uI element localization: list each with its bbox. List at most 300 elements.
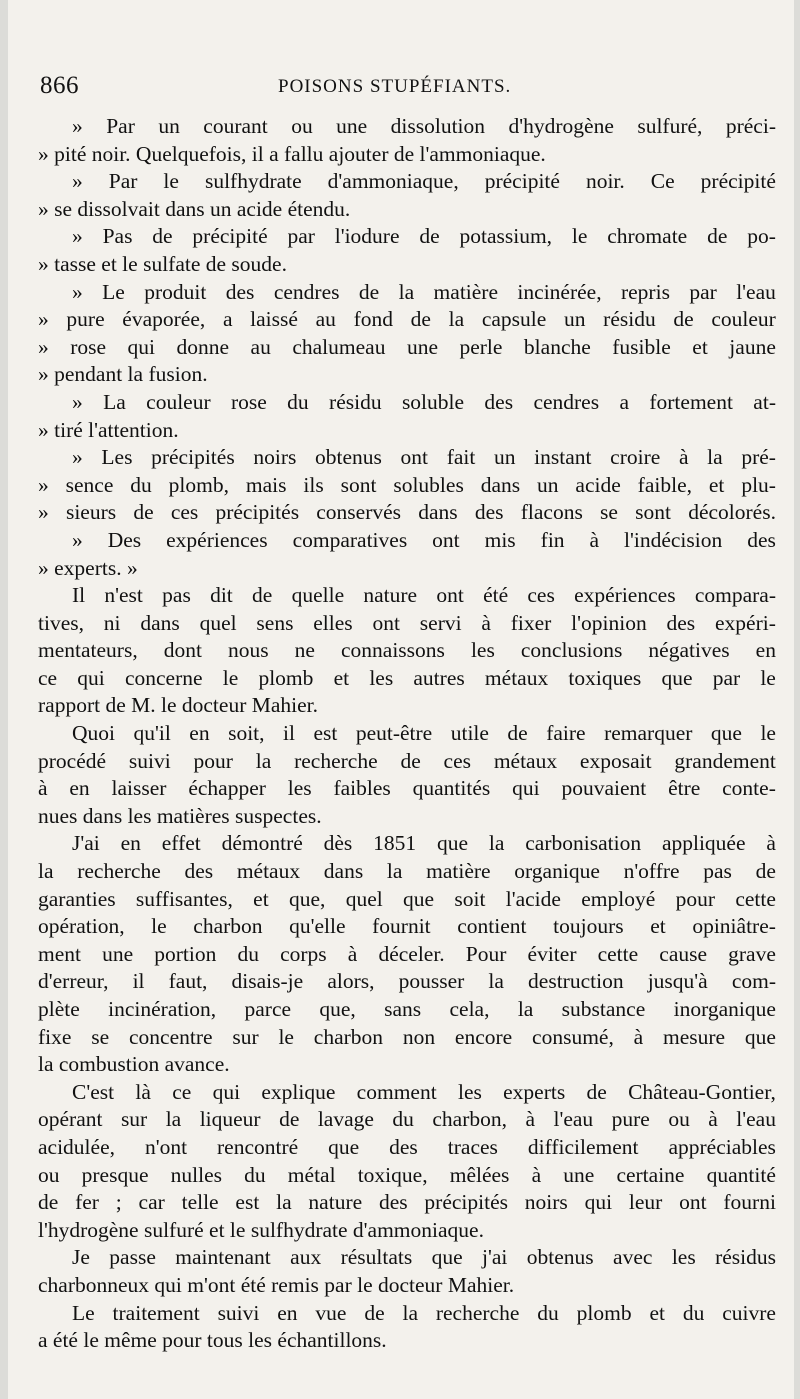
- word: été: [483, 583, 509, 608]
- text-line: [38, 499, 776, 527]
- word: »: [38, 500, 49, 525]
- text-line: » se dissolvait dans un acide étendu.: [38, 196, 351, 221]
- word: au: [250, 334, 271, 359]
- word: de: [152, 224, 173, 249]
- word: l'iodure: [334, 224, 400, 249]
- word: n'ont: [144, 1134, 188, 1159]
- text-line: [38, 582, 776, 610]
- word: conclusions: [520, 638, 623, 663]
- word: et: [650, 914, 666, 939]
- word: un: [563, 307, 586, 332]
- word: produit: [144, 279, 207, 304]
- word: laissé: [250, 307, 298, 332]
- word: ont: [432, 527, 460, 552]
- text-line: [38, 637, 776, 665]
- word: dit: [210, 583, 233, 608]
- word: nature: [308, 1190, 363, 1215]
- word: des: [474, 500, 504, 525]
- word: de: [410, 307, 431, 332]
- text-line: [38, 1134, 776, 1162]
- word: liqueur: [199, 1107, 261, 1132]
- word: conte-: [722, 776, 776, 801]
- word: croire: [610, 445, 661, 470]
- word: la: [276, 1190, 292, 1215]
- word: résidus: [715, 1245, 776, 1270]
- word: nature: [363, 583, 418, 608]
- word: mesure: [663, 1024, 726, 1049]
- word: cela,: [449, 997, 490, 1021]
- word: parce: [244, 997, 292, 1021]
- word: se: [91, 1024, 110, 1049]
- word: peut-être: [355, 721, 433, 746]
- word: fin: [540, 527, 565, 552]
- word: portion: [154, 941, 217, 966]
- text-line: [38, 1106, 776, 1134]
- word: l'eau: [736, 1107, 776, 1132]
- word: l'acide: [505, 886, 561, 911]
- word: ment: [38, 941, 81, 966]
- word: quelle: [291, 583, 345, 608]
- word: rencontré: [217, 1134, 299, 1159]
- word: un: [494, 445, 516, 470]
- word: pas: [703, 859, 732, 884]
- word: instant: [534, 445, 592, 470]
- word: traitement: [112, 1300, 200, 1325]
- text-line: [38, 1024, 776, 1052]
- word: mêlées: [449, 1162, 510, 1187]
- word: »: [72, 389, 83, 414]
- word: recherche: [77, 859, 161, 884]
- word: traces: [447, 1134, 498, 1159]
- word: exposait: [579, 748, 652, 773]
- text-line: [38, 334, 776, 362]
- word: ou: [291, 114, 313, 138]
- word: mentateurs,: [38, 638, 138, 663]
- word: pousser: [398, 969, 465, 994]
- word: et: [692, 334, 708, 359]
- word: ont: [400, 445, 429, 470]
- word: maintenant: [175, 1245, 271, 1270]
- word: sens: [256, 610, 294, 635]
- word: métaux: [493, 748, 558, 773]
- word: connaissons: [340, 638, 445, 663]
- word: »: [72, 527, 83, 552]
- word: ou: [38, 1162, 60, 1187]
- word: déceler.: [378, 941, 445, 966]
- word: Le: [72, 1300, 95, 1325]
- text-line: » tiré l'attention.: [38, 417, 179, 442]
- word: dans: [323, 859, 364, 884]
- word: de: [586, 1079, 607, 1104]
- word: Les: [101, 445, 133, 470]
- word: évaporée,: [122, 307, 206, 332]
- word: quantités: [412, 776, 491, 801]
- word: l'indécision: [624, 527, 723, 552]
- word: dont: [163, 638, 202, 663]
- text-line: [38, 968, 776, 996]
- word: ces: [170, 500, 199, 525]
- word: précipité: [700, 169, 776, 194]
- word: de: [507, 721, 528, 746]
- word: encore: [454, 1024, 513, 1049]
- word: la: [255, 748, 272, 773]
- word: opérant: [38, 1107, 103, 1132]
- word: »: [38, 307, 49, 332]
- word: sur: [120, 1107, 148, 1132]
- text-line: nues dans les matières suspectes.: [38, 803, 322, 828]
- word: la: [488, 831, 505, 856]
- text-line: [38, 1244, 776, 1272]
- text-line: [38, 389, 776, 417]
- text-line: [38, 1300, 776, 1328]
- word: sont: [340, 472, 377, 497]
- word: ces: [527, 583, 555, 608]
- word: avec: [613, 1245, 653, 1270]
- word: et: [708, 472, 725, 497]
- word: ne: [294, 638, 315, 663]
- word: plu-: [741, 472, 776, 497]
- text-line: rapport de M. le docteur Mahier.: [38, 693, 319, 718]
- word: le: [760, 665, 776, 690]
- word: »: [72, 169, 83, 194]
- word: ou: [668, 1107, 690, 1132]
- word: conservés: [316, 500, 402, 525]
- word: soit: [454, 886, 486, 911]
- word: corps: [280, 941, 327, 966]
- word: et: [253, 886, 269, 911]
- word: dès: [323, 831, 353, 856]
- text-line: [38, 858, 776, 886]
- word: jaune: [729, 334, 776, 359]
- word: »: [72, 224, 83, 249]
- word: »: [38, 472, 49, 497]
- word: dans: [140, 610, 180, 635]
- word: pour: [193, 748, 233, 773]
- word: de: [707, 224, 728, 249]
- word: qu'elle: [289, 914, 346, 939]
- word: à: [708, 1107, 718, 1132]
- word: »: [72, 279, 83, 304]
- word: Château-Gontier,: [628, 1079, 776, 1104]
- text-line: [38, 279, 776, 307]
- word: le: [222, 665, 239, 690]
- word: éviter: [527, 941, 577, 966]
- word: at-: [753, 389, 776, 414]
- word: précipités: [424, 1190, 508, 1215]
- word: flacons: [520, 500, 583, 525]
- word: la: [517, 997, 534, 1021]
- word: opiniâtre-: [692, 914, 776, 939]
- word: démontré: [221, 831, 303, 856]
- word: organique: [514, 859, 600, 884]
- word: de: [673, 307, 694, 332]
- word: des: [747, 527, 776, 552]
- word: recherche: [435, 1300, 520, 1325]
- word: que,: [288, 886, 326, 911]
- word: les: [470, 638, 495, 663]
- word: experts: [503, 1079, 566, 1104]
- word: suivi: [128, 748, 171, 773]
- word: métaux: [236, 859, 301, 884]
- text-line: [38, 830, 776, 858]
- word: toujours: [553, 914, 624, 939]
- word: effet: [161, 831, 201, 856]
- word: à: [589, 527, 600, 552]
- word: consumé,: [532, 1024, 614, 1049]
- word: disais-je: [231, 969, 304, 994]
- word: faibles: [333, 776, 391, 801]
- word: pure: [66, 307, 105, 332]
- word: capsule: [481, 307, 547, 332]
- word: cause: [659, 941, 708, 966]
- word: acide: [575, 472, 621, 497]
- text-line: [38, 610, 776, 638]
- word: ce: [172, 1079, 192, 1104]
- word: suffisantes,: [135, 886, 233, 911]
- word: la: [707, 445, 723, 470]
- word: cette: [597, 941, 639, 966]
- word: en: [755, 638, 776, 663]
- word: des: [184, 859, 214, 884]
- word: cendres: [273, 279, 340, 304]
- word: résidu: [603, 307, 656, 332]
- word: aux: [290, 1245, 322, 1270]
- word: j'ai: [482, 1245, 508, 1270]
- word: de: [364, 1300, 385, 1325]
- word: des: [666, 610, 696, 635]
- word: d'hydrogène: [508, 114, 614, 138]
- word: le: [163, 169, 179, 194]
- word: qui: [512, 776, 540, 801]
- word: résultats: [340, 1245, 413, 1270]
- word: donne: [176, 334, 230, 359]
- word: décolorés.: [688, 500, 776, 525]
- word: obtenus: [526, 1245, 594, 1270]
- word: comment: [356, 1079, 437, 1104]
- word: faire: [546, 721, 586, 746]
- word: ont: [679, 1190, 707, 1215]
- word: que: [661, 665, 693, 690]
- word: tives,: [38, 610, 84, 635]
- word: du: [244, 1162, 266, 1187]
- word: jusqu'à: [647, 969, 708, 994]
- word: sulfhydrate: [204, 169, 302, 194]
- word: plomb: [576, 1300, 632, 1325]
- word: chalumeau: [292, 334, 386, 359]
- word: préci-: [725, 114, 776, 138]
- word: couleur: [711, 307, 776, 332]
- word: quel: [199, 610, 237, 635]
- word: ont: [436, 583, 464, 608]
- word: nulles: [170, 1162, 223, 1187]
- word: vue: [315, 1300, 347, 1325]
- word: par: [712, 665, 741, 690]
- word: lavage: [317, 1107, 374, 1132]
- word: rose: [230, 389, 267, 414]
- word: échapper: [188, 776, 266, 801]
- word: Par: [108, 169, 138, 194]
- word: précipité: [484, 169, 560, 194]
- text-line: [38, 472, 776, 500]
- word: La: [103, 389, 126, 414]
- word: ce: [38, 665, 58, 690]
- word: destruction: [528, 969, 624, 994]
- text-line: [38, 223, 776, 251]
- word: d'erreur,: [38, 969, 109, 994]
- word: une: [336, 114, 368, 138]
- word: procédé: [38, 748, 107, 773]
- word: incinérée,: [517, 279, 602, 304]
- word: du: [130, 472, 152, 497]
- word: utile: [450, 721, 489, 746]
- word: que: [710, 721, 742, 746]
- word: la: [165, 1107, 182, 1132]
- text-line: [38, 1079, 776, 1107]
- text-line: [38, 113, 776, 141]
- text-line: [38, 1189, 776, 1217]
- word: presque: [81, 1162, 149, 1187]
- word: du: [682, 1300, 705, 1325]
- word: pure: [611, 1107, 650, 1132]
- word: sulfuré,: [637, 114, 703, 138]
- word: en: [120, 831, 141, 856]
- word: du: [287, 389, 309, 414]
- word: non: [402, 1024, 436, 1049]
- word: la: [448, 307, 465, 332]
- word: appliquée: [661, 831, 746, 856]
- text-line: [38, 775, 776, 803]
- word: le: [278, 1024, 294, 1049]
- word: opération,: [38, 914, 125, 939]
- text-line: [38, 444, 776, 472]
- word: là: [135, 1079, 151, 1104]
- word: quantité: [706, 1162, 776, 1187]
- word: que: [744, 1024, 776, 1049]
- text-line: [38, 665, 776, 693]
- page-number: 866: [40, 72, 79, 99]
- word: résidu: [329, 389, 382, 414]
- word: fusible: [612, 334, 671, 359]
- text-line: charbonneux qui m'ont été remis par le docteur Mahier.: [38, 1272, 515, 1297]
- word: du: [237, 941, 259, 966]
- word: ont: [372, 610, 400, 635]
- word: dissolution: [390, 114, 486, 138]
- word: de: [133, 500, 154, 525]
- word: charbon: [313, 1024, 384, 1049]
- word: expériences: [574, 583, 676, 608]
- word: rose: [70, 334, 107, 359]
- word: sence: [65, 472, 114, 497]
- word: »: [72, 114, 83, 138]
- word: de: [252, 583, 273, 608]
- word: au: [315, 307, 336, 332]
- word: telle: [181, 1190, 219, 1215]
- word: concentre: [128, 1024, 213, 1049]
- word: chromate: [607, 224, 688, 249]
- word: que,: [319, 997, 356, 1021]
- word: est: [313, 721, 338, 746]
- word: à: [766, 831, 776, 856]
- word: et: [333, 665, 350, 690]
- word: pré-: [741, 445, 776, 470]
- word: noirs: [253, 445, 297, 470]
- word: de: [358, 279, 380, 304]
- word: sont: [635, 500, 672, 525]
- word: obtenus: [315, 445, 382, 470]
- word: solubles: [393, 472, 464, 497]
- word: charbon,: [432, 1107, 507, 1132]
- word: en: [277, 1300, 298, 1325]
- word: comparatives: [292, 527, 408, 552]
- word: toxique,: [357, 1162, 428, 1187]
- running-head: [38, 68, 768, 102]
- word: par: [689, 279, 717, 304]
- word: en: [69, 776, 90, 801]
- word: cendres: [533, 389, 600, 414]
- word: faible,: [637, 472, 692, 497]
- word: à: [633, 1024, 644, 1049]
- word: Quoi: [72, 721, 115, 746]
- word: la: [38, 859, 54, 884]
- word: alors,: [327, 969, 375, 994]
- text-line: [38, 996, 776, 1024]
- running-title: POISONS STUPÉFIANTS.: [278, 76, 512, 97]
- word: des: [225, 279, 255, 304]
- word: par: [287, 224, 315, 249]
- word: d'ammoniaque,: [327, 169, 459, 194]
- word: que: [431, 1245, 463, 1270]
- word: passe: [109, 1245, 156, 1270]
- word: pouvaient: [561, 776, 647, 801]
- text-line: [38, 913, 776, 941]
- word: les: [457, 1079, 482, 1104]
- word: des: [378, 1190, 408, 1215]
- word: et: [649, 1300, 665, 1325]
- word: être: [668, 776, 701, 801]
- word: perle: [459, 334, 503, 359]
- word: n'offre: [623, 859, 680, 884]
- word: a: [222, 307, 233, 332]
- word: dans: [418, 500, 458, 525]
- word: a: [619, 389, 629, 414]
- word: de: [755, 859, 776, 884]
- word: toxiques: [568, 665, 642, 690]
- body-text: [38, 113, 776, 1355]
- word: incinération,: [108, 997, 217, 1021]
- word: sur: [232, 1024, 259, 1049]
- word: la: [398, 279, 415, 304]
- word: inorganique: [673, 997, 776, 1021]
- word: métal: [287, 1162, 336, 1187]
- word: ni: [103, 610, 121, 635]
- word: plète: [38, 997, 80, 1021]
- text-line: la combustion avance.: [38, 1052, 230, 1077]
- word: qui: [77, 665, 105, 690]
- word: mis: [484, 527, 516, 552]
- word: matière: [433, 279, 499, 304]
- text-line: [38, 168, 776, 196]
- word: po-: [747, 224, 776, 249]
- word: noirs: [524, 1190, 568, 1215]
- word: se: [600, 500, 618, 525]
- word: Je: [72, 1245, 90, 1270]
- word: la: [402, 1300, 418, 1325]
- word: suivi: [217, 1300, 260, 1325]
- word: que: [403, 886, 435, 911]
- word: Par: [106, 114, 135, 138]
- word: la: [386, 859, 403, 884]
- word: il: [132, 969, 145, 994]
